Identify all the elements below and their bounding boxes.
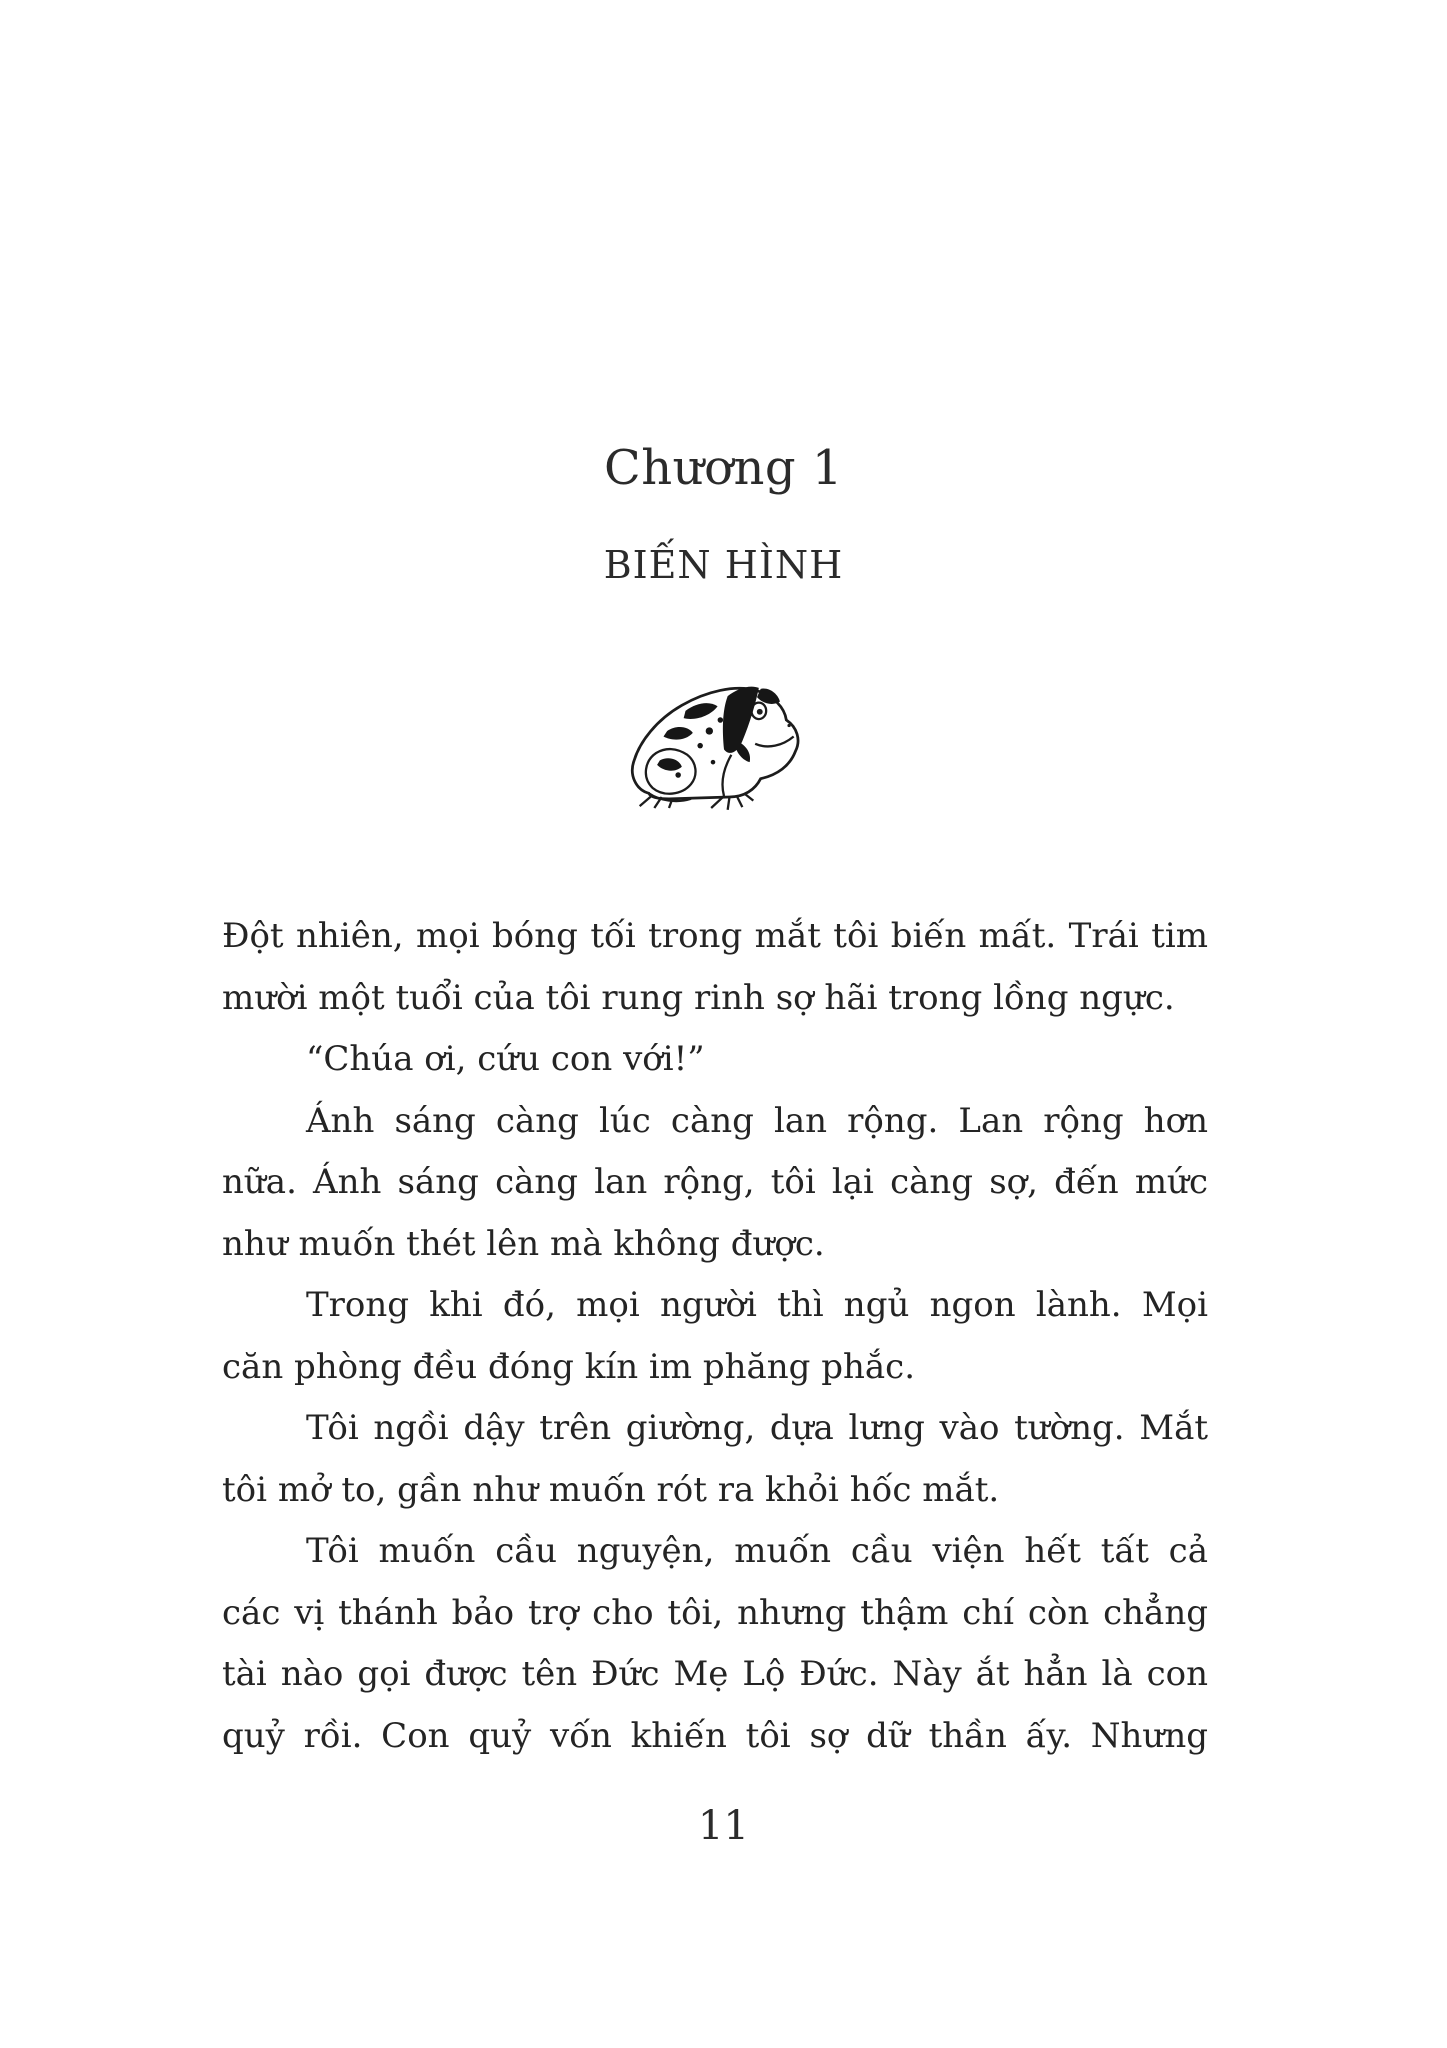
text-line: Ánh sáng càng lúc càng lan rộng. Lan rộng hơn [306,1100,1208,1141]
text-line: căn phòng đều đóng kín im phăng phắc. [222,1346,915,1387]
text-line: Trong khi đó, mọi người thì ngủ ngon lành. Mọi [306,1285,1208,1325]
text-line: Tôi ngồi dậy trên giường, dựa lưng vào tường. Mắt [306,1408,1208,1448]
text-line: “Chúa ơi, cứu con với!” [306,1039,705,1079]
text-line: mười một tuổi của tôi rung rinh sợ hãi trong lồng ngực. [222,977,1175,1018]
chapter-number: Chương 1 [604,440,843,496]
text-line: như muốn thét lên mà không được. [222,1223,825,1264]
toad-icon [618,654,808,819]
text-line: tôi mở to, gần như muốn rót ra khỏi hốc mắt. [222,1469,1000,1510]
text-line: Đột nhiên, mọi bóng tối trong mắt tôi biến mất. Trái tim [222,916,1208,956]
body-text [222,906,1208,1767]
text-line: quỷ rồi. Con quỷ vốn khiến tôi sợ dữ thần ấy. Nhưng [222,1715,1208,1756]
chapter-title: BIẾN HÌNH [603,543,844,587]
text-line: Tôi muốn cầu nguyện, muốn cầu viện hết tất cả [306,1531,1208,1571]
chapter-illustration [618,654,808,819]
text-line: tài nào gọi được tên Đức Mẹ Lộ Đức. Này ắt hẳn là con [222,1654,1208,1694]
text-line: các vị thánh bảo trợ cho tôi, nhưng thậm chí còn chẳng [222,1592,1208,1633]
text-line: nữa. Ánh sáng càng lan rộng, tôi lại càng sợ, đến mức [222,1162,1208,1202]
page-number: 11 [698,1803,749,1849]
